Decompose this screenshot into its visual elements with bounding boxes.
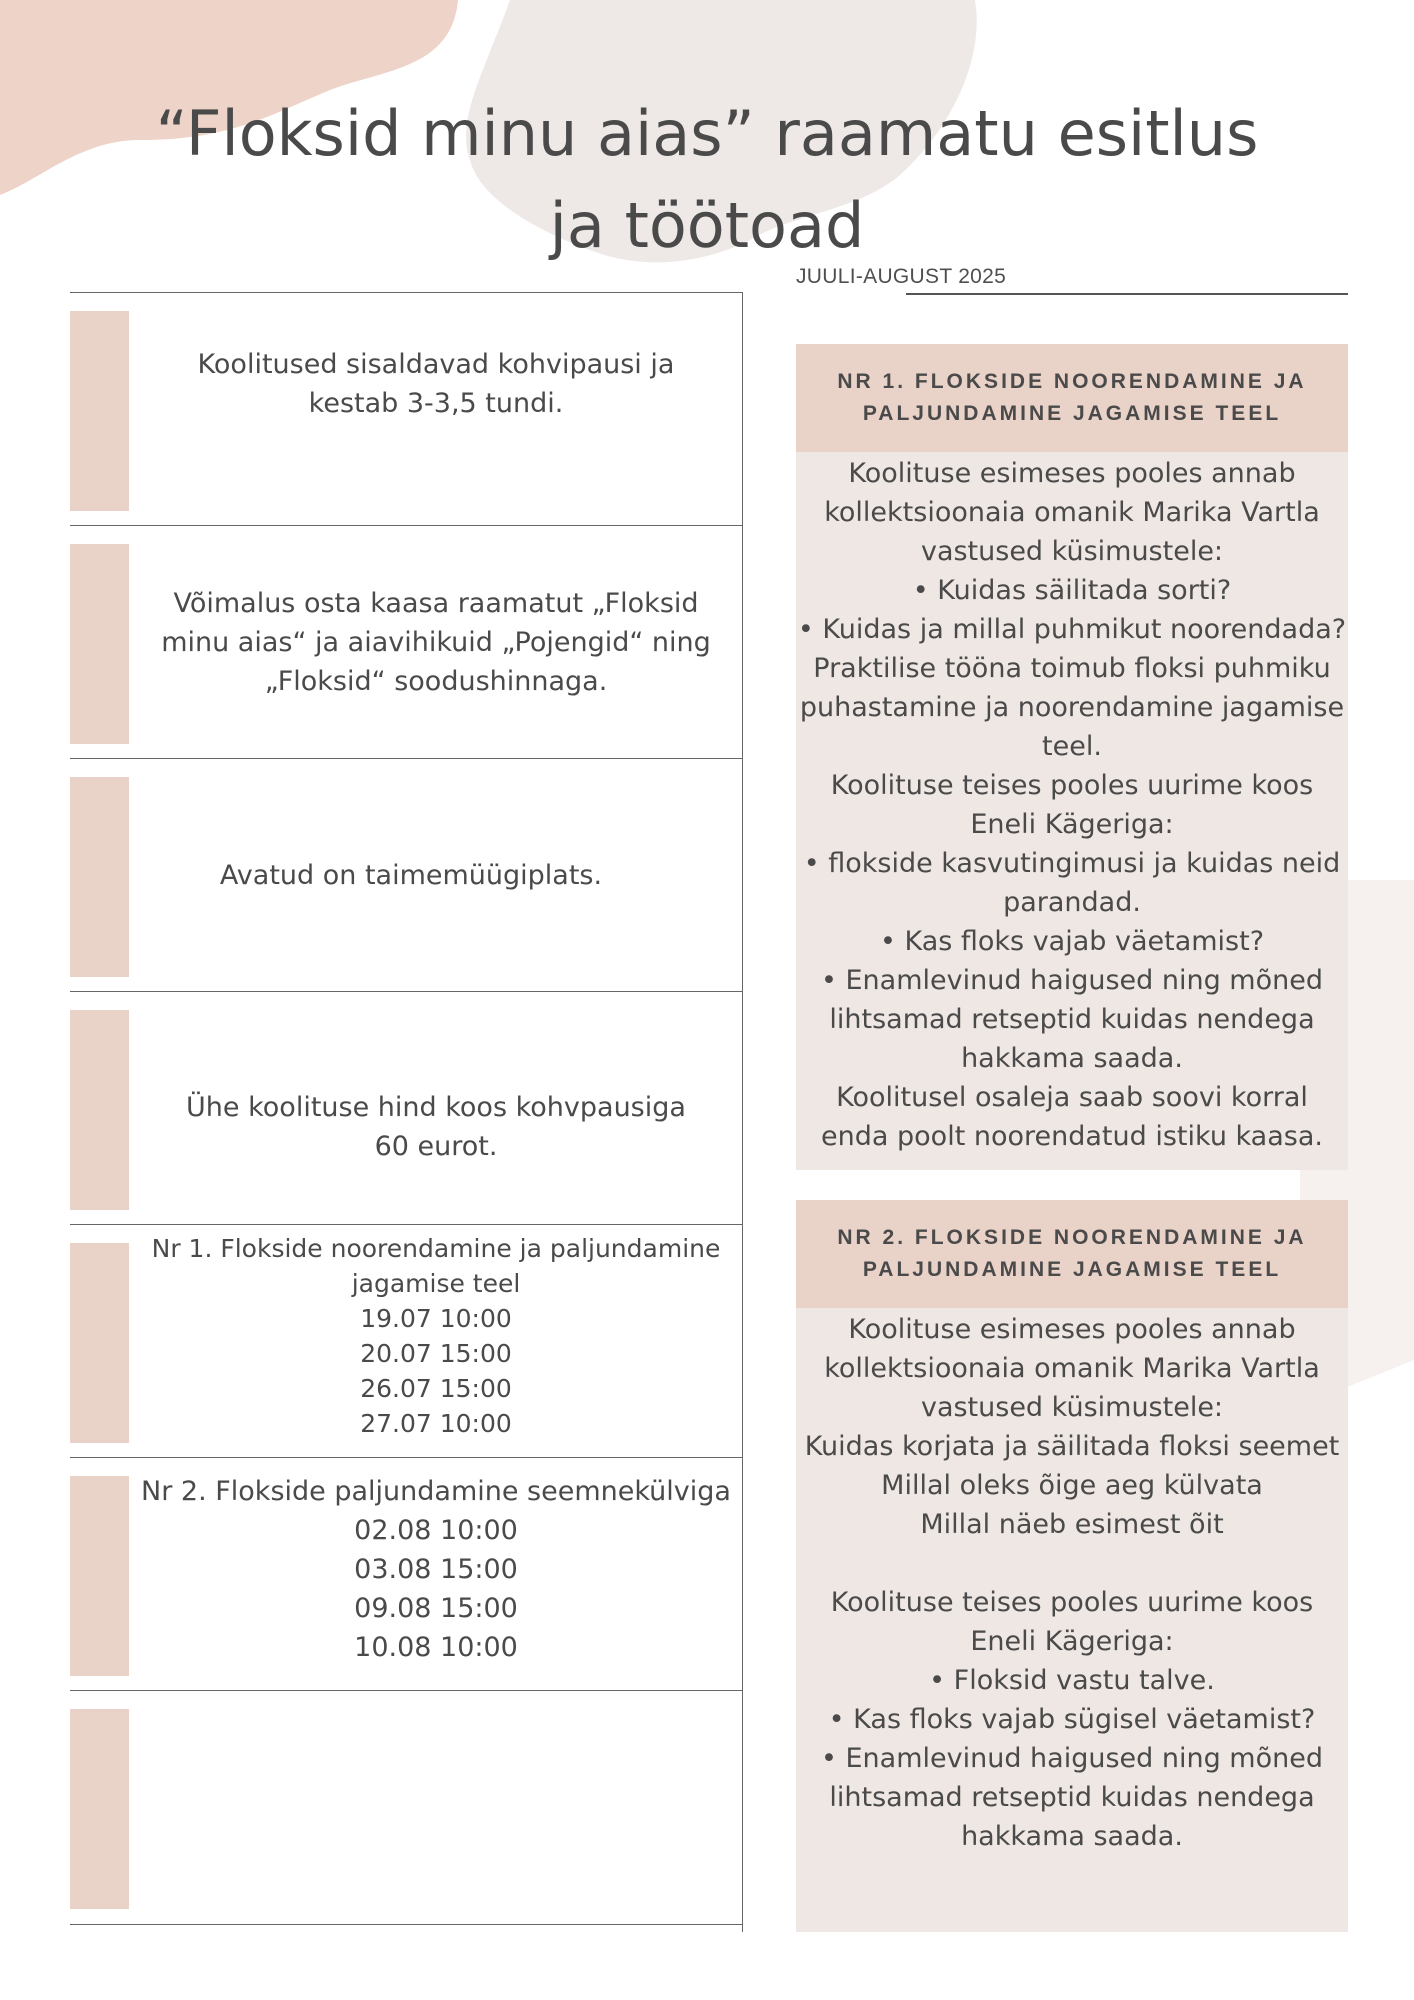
card-body-line: • Floksid vastu talve. — [929, 1665, 1215, 1696]
row-accent-bar — [70, 311, 129, 511]
card-body-spacer — [796, 1544, 1348, 1583]
row-text — [130, 1225, 742, 1458]
schedule-date: 09.08 15:00 — [354, 1593, 518, 1624]
card-heading — [796, 344, 1348, 452]
card-heading-line: PALJUNDAMINE JAGAMISE TEEL — [862, 402, 1282, 425]
card-body-line: • flokside kasvutingimusi ja kuidas neid — [803, 848, 1341, 879]
info-row-empty — [70, 1690, 742, 1925]
schedule-date: 03.08 15:00 — [354, 1554, 518, 1585]
card-body-line: kollektsioonaia omanik Marika Vartla — [824, 1353, 1320, 1384]
card-body-line: • Kas floks vajab sügisel väetamist? — [828, 1704, 1316, 1735]
card-body-line: vastused küsimustele: — [920, 1392, 1224, 1423]
card-body-line: Koolituse esimeses pooles annab — [848, 458, 1296, 489]
row-text-line: Avatud on taimemüügiplats. — [219, 860, 603, 891]
row-accent-bar — [70, 544, 129, 744]
title-line-1: “Floksid minu aias” raamatu esitlus — [155, 97, 1259, 170]
card-body-line: hakkama saada. — [961, 1043, 1183, 1074]
card-body — [796, 1308, 1348, 1864]
row-accent-bar — [70, 1243, 129, 1443]
card-body-line: • Kas floks vajab väetamist? — [879, 926, 1265, 957]
info-row-schedule-1 — [70, 1224, 742, 1458]
info-table — [70, 292, 743, 1932]
card-body-line: Koolituse esimeses pooles annab — [848, 1314, 1296, 1345]
row-text-line: Võimalus osta kaasa raamatut „Floksid — [173, 588, 699, 619]
schedule-title: jagamise teel — [351, 1269, 521, 1298]
card-body-line: • Kuidas ja millal puhmikut noorendada? — [797, 614, 1347, 645]
card-body-line: enda poolt noorendatud istiku kaasa. — [821, 1121, 1323, 1152]
page-title — [60, 88, 1354, 272]
workshop-card-2 — [796, 1200, 1348, 1932]
title-line-2: ja töötoad — [549, 189, 865, 262]
card-body-line: Millal oleks õige aeg külvata — [881, 1470, 1263, 1501]
info-row-book-sale — [70, 525, 742, 759]
row-text-line: 60 eurot. — [374, 1131, 498, 1162]
card-body-line: Millal näeb esimest õit — [920, 1509, 1224, 1540]
row-text — [130, 1458, 742, 1691]
date-range-subtitle: JUULI-AUGUST 2025 — [796, 265, 1007, 288]
schedule-date: 02.08 10:00 — [354, 1515, 518, 1546]
row-text-line: Ühe koolituse hind koos kohvpausiga — [186, 1092, 686, 1123]
row-accent-bar — [70, 1709, 129, 1909]
card-body-line: hakkama saada. — [961, 1821, 1183, 1852]
card-body-line: lihtsamad retseptid kuidas nendega — [829, 1004, 1315, 1035]
info-row-coffee-break — [70, 292, 742, 526]
schedule-date: 19.07 10:00 — [360, 1304, 512, 1333]
card-body-line: vastused küsimustele: — [920, 536, 1224, 567]
card-body-line: puhastamine ja noorendamine jagamise — [799, 692, 1345, 723]
schedule-date: 20.07 15:00 — [360, 1339, 512, 1368]
row-text-line: Koolitused sisaldavad kohvipausi ja — [197, 349, 675, 380]
card-body-line: lihtsamad retseptid kuidas nendega — [829, 1782, 1315, 1813]
card-body — [796, 452, 1348, 1164]
schedule-date: 27.07 10:00 — [360, 1409, 512, 1438]
schedule-date: 26.07 15:00 — [360, 1374, 512, 1403]
info-row-price — [70, 991, 742, 1225]
info-row-schedule-2 — [70, 1457, 742, 1691]
card-body-line: parandad. — [1003, 887, 1141, 918]
row-text-line: minu aias“ ja aiavihikuid „Pojengid“ ning — [161, 627, 711, 658]
card-heading-line: PALJUNDAMINE JAGAMISE TEEL — [862, 1258, 1282, 1281]
info-row-plant-market — [70, 758, 742, 992]
row-text — [130, 293, 742, 526]
schedule-title: Nr 2. Flokside paljundamine seemnekülviga — [141, 1476, 731, 1507]
row-accent-bar — [70, 1010, 129, 1210]
schedule-title: Nr 1. Flokside noorendamine ja paljundamine — [151, 1234, 721, 1263]
row-text — [130, 526, 742, 759]
row-text-line: kestab 3-3,5 tundi. — [308, 388, 564, 419]
row-accent-bar — [70, 1476, 129, 1676]
card-body-line: Koolituse teises pooles uurime koos — [830, 770, 1314, 801]
card-heading-line: NR 2. FLOKSIDE NOORENDAMINE JA — [837, 1226, 1307, 1249]
workshop-card-1 — [796, 344, 1348, 1170]
card-heading — [796, 1200, 1348, 1308]
row-text — [130, 759, 742, 992]
card-body-line: teel. — [1042, 731, 1102, 762]
card-body-line: Koolituse teises pooles uurime koos — [830, 1587, 1314, 1618]
row-text-line: „Floksid“ soodushinnaga. — [264, 666, 608, 697]
card-body-line: Eneli Kägeriga: — [970, 809, 1174, 840]
card-body-line: Eneli Kägeriga: — [970, 1626, 1174, 1657]
subtitle-divider — [906, 293, 1348, 295]
card-body-line: • Kuidas säilitada sorti? — [912, 575, 1232, 606]
card-body-line: • Enamlevinud haigused ning mõned — [820, 965, 1323, 996]
row-text — [130, 992, 742, 1225]
card-body-line: Koolitusel osaleja saab soovi korral — [836, 1082, 1308, 1113]
card-body-line: Praktilise tööna toimub floksi puhmiku — [813, 653, 1331, 684]
card-heading-line: NR 1. FLOKSIDE NOORENDAMINE JA — [837, 370, 1307, 393]
card-body-line: kollektsioonaia omanik Marika Vartla — [824, 497, 1320, 528]
schedule-date: 10.08 10:00 — [354, 1632, 518, 1663]
card-body-line: • Enamlevinud haigused ning mõned — [820, 1743, 1323, 1774]
row-accent-bar — [70, 777, 129, 977]
card-body-line: Kuidas korjata ja säilitada floksi seemet — [804, 1431, 1340, 1462]
